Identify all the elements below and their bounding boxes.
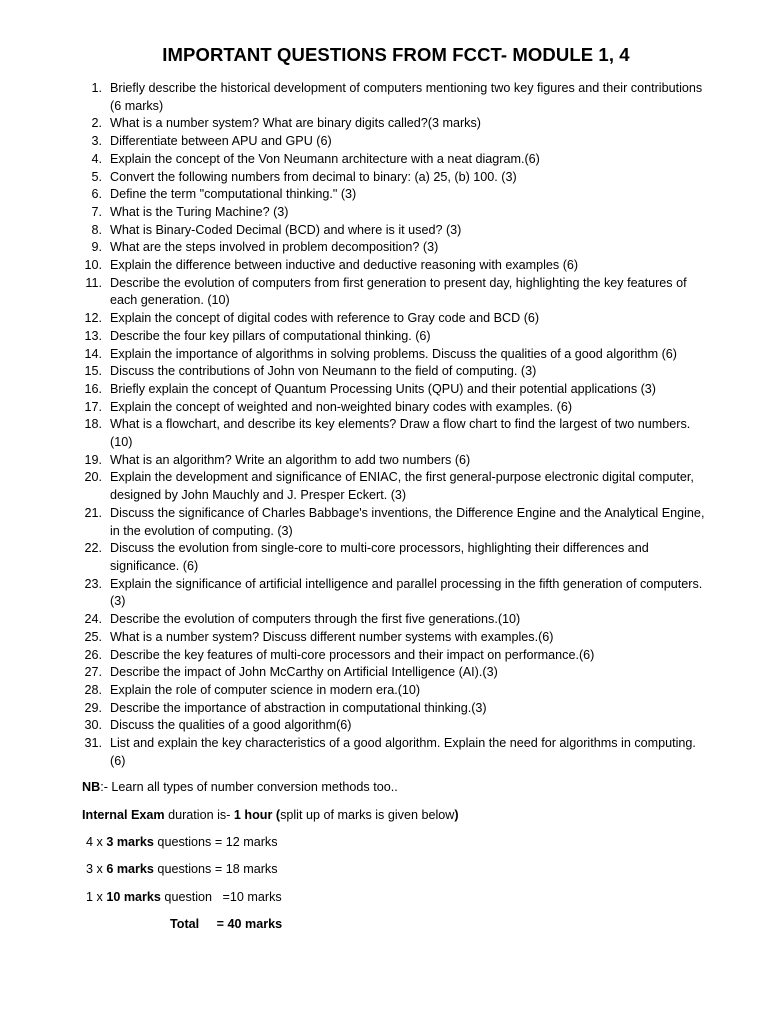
marks-count: 3 x: [86, 862, 107, 877]
marks-count: 4 x: [86, 835, 107, 850]
question-number: 10.: [84, 258, 102, 273]
marks-value: 6 marks: [106, 862, 154, 877]
marks-subtotal: question =10 marks: [160, 889, 282, 904]
question-text: Define the term "computational thinking." (3): [110, 187, 357, 202]
question-item: [82, 399, 708, 417]
question-text: Describe the evolution of computers through the first five generations.(10): [110, 612, 521, 627]
question-item: [82, 222, 708, 240]
question-text: Describe the importance of abstraction in computational thinking.(3): [110, 700, 487, 715]
question-number: 7.: [91, 204, 102, 219]
question-item: [82, 169, 708, 187]
question-text: What is a flowchart, and describe its key elements? Draw a flow chart to find the largest of two numbers. (10): [110, 417, 691, 450]
question-text: Describe the impact of John McCarthy on Artificial Intelligence (AI).(3): [110, 665, 498, 680]
marks-subtotal: questions = 12 marks: [153, 835, 278, 850]
question-item: [82, 275, 708, 310]
question-number: 4.: [91, 151, 102, 166]
question-item: [82, 611, 708, 629]
question-text: Discuss the qualities of a good algorithm(6): [110, 718, 352, 733]
question-text: List and explain the key characteristics of a good algorithm. Explain the need for algorithms in computing. (6): [110, 736, 696, 768]
question-number: 24.: [84, 612, 102, 627]
question-number: 12.: [84, 311, 102, 326]
question-item: [82, 328, 708, 346]
question-text: Describe the key features of multi-core processors and their impact on performance.(6): [110, 647, 595, 662]
question-item: [82, 717, 708, 735]
marks-total: [82, 916, 708, 934]
question-text: Explain the concept of weighted and non-weighted binary codes with examples. (6): [110, 399, 573, 414]
question-item: [82, 416, 708, 451]
question-text: Explain the difference between inductive and deductive reasoning with examples (6): [110, 258, 579, 273]
marks-subtotal: questions = 18 marks: [153, 862, 278, 877]
question-item: [82, 664, 708, 682]
question-number: 5.: [91, 169, 102, 184]
question-number: 13.: [84, 328, 102, 343]
question-item: [82, 452, 708, 470]
question-text: What is Binary-Coded Decimal (BCD) and where is it used? (3): [110, 222, 462, 237]
marks-row: [82, 889, 708, 907]
paren-close: ): [454, 807, 459, 822]
question-text: Discuss the significance of Charles Babbage's inventions, the Difference Engine and the Analytical Engine, in the evolution of computing. (3): [110, 505, 705, 538]
exam-duration: 1 hour: [233, 807, 273, 822]
question-item: [82, 700, 708, 718]
question-number: 14.: [84, 346, 102, 361]
question-number: 8.: [91, 222, 102, 237]
question-number: 19.: [84, 452, 102, 467]
question-item: [82, 80, 708, 115]
question-list: [82, 80, 708, 770]
question-item: [82, 186, 708, 204]
question-number: 30.: [84, 718, 102, 733]
marks-count: 1 x: [86, 889, 107, 904]
question-text: Briefly describe the historical development of computers mentioning two key figures and their contributions (6 marks): [110, 81, 703, 113]
question-item: [82, 682, 708, 700]
nb-text: :- Learn all types of number conversion methods too..: [100, 780, 398, 795]
question-number: 6.: [91, 187, 102, 202]
paren-open: (: [272, 807, 281, 822]
question-number: 15.: [84, 364, 102, 379]
question-number: 11.: [85, 275, 102, 290]
question-number: 28.: [84, 682, 102, 697]
exam-label: Internal Exam: [82, 807, 165, 822]
question-text: Explain the development and significance of ENIAC, the first general-purpose electronic digital computer, designed by John Mauchly and J. Presper Eckert. (3): [110, 470, 694, 503]
question-number: 23.: [84, 576, 102, 591]
question-text: Discuss the contributions of John von Neumann to the field of computing. (3): [110, 364, 537, 379]
marks-value: 3 marks: [106, 835, 154, 850]
question-text: Describe the evolution of computers from first generation to present day, highlighting the key features of each generation. (10): [110, 275, 687, 308]
exam-notes: [82, 779, 708, 933]
question-item: [82, 346, 708, 364]
question-item: [82, 204, 708, 222]
question-item: [82, 469, 708, 504]
question-number: 3.: [91, 134, 102, 149]
marks-row: [82, 834, 708, 852]
question-number: 27.: [84, 665, 102, 680]
question-text: Describe the four key pillars of computational thinking. (6): [110, 328, 431, 343]
question-item: [82, 629, 708, 647]
question-number: 25.: [84, 629, 102, 644]
question-number: 22.: [84, 541, 102, 556]
question-number: 2.: [91, 116, 102, 131]
question-text: What is an algorithm? Write an algorithm to add two numbers (6): [110, 452, 471, 467]
question-item: [82, 133, 708, 151]
question-item: [82, 381, 708, 399]
question-text: Briefly explain the concept of Quantum Processing Units (QPU) and their potential applications (3): [110, 381, 657, 396]
question-number: 16.: [84, 381, 102, 396]
exam-text: duration is-: [164, 807, 234, 822]
total-value: = 40 marks: [216, 916, 283, 931]
question-text: Explain the significance of artificial intelligence and parallel processing in the fifth generation of computers. (3): [110, 576, 703, 609]
question-text: Explain the role of computer science in modern era.(10): [110, 682, 421, 697]
nb-note: [82, 779, 708, 797]
question-item: [82, 257, 708, 275]
question-text: Convert the following numbers from decimal to binary: (a) 25, (b) 100. (3): [110, 169, 517, 184]
question-item: [82, 576, 708, 611]
question-text: What is the Turing Machine? (3): [110, 204, 289, 219]
question-number: 9.: [91, 240, 102, 255]
question-item: [82, 310, 708, 328]
document-title: IMPORTANT QUESTIONS FROM FCCT- MODULE 1, 4: [162, 44, 630, 65]
question-item: [82, 239, 708, 257]
question-text: What is a number system? What are binary digits called?(3 marks): [110, 116, 481, 131]
exam-duration-note: [82, 807, 708, 825]
question-item: [82, 151, 708, 169]
question-item: [82, 505, 708, 540]
question-text: Explain the concept of digital codes with reference to Gray code and BCD (6): [110, 311, 540, 326]
exam-split-text: split up of marks is given below: [280, 807, 455, 822]
question-text: What is a number system? Discuss different number systems with examples.(6): [110, 629, 554, 644]
question-item: [82, 115, 708, 133]
question-text: Explain the importance of algorithms in solving problems. Discuss the qualities of a good algorithm (6): [110, 346, 677, 361]
question-number: 1.: [91, 81, 102, 95]
question-text: What are the steps involved in problem decomposition? (3): [110, 240, 439, 255]
question-number: 29.: [84, 700, 102, 715]
question-number: 31.: [84, 736, 102, 751]
marks-value: 10 marks: [106, 889, 161, 904]
question-number: 17.: [84, 399, 102, 414]
question-number: 26.: [84, 647, 102, 662]
question-item: [82, 540, 708, 575]
marks-row: [82, 861, 708, 879]
question-item: [82, 363, 708, 381]
question-number: 21.: [84, 505, 102, 520]
nb-label: NB: [82, 780, 101, 795]
question-number: 18.: [84, 417, 102, 432]
question-text: Differentiate between APU and GPU (6): [110, 134, 332, 149]
total-label: Total: [170, 916, 200, 931]
question-text: Explain the concept of the Von Neumann architecture with a neat diagram.(6): [110, 151, 540, 166]
question-text: Discuss the evolution from single-core to multi-core processors, highlighting their differences and significance. (6): [110, 541, 649, 573]
question-item: [82, 735, 708, 770]
question-item: [82, 647, 708, 665]
question-number: 20.: [84, 470, 102, 485]
